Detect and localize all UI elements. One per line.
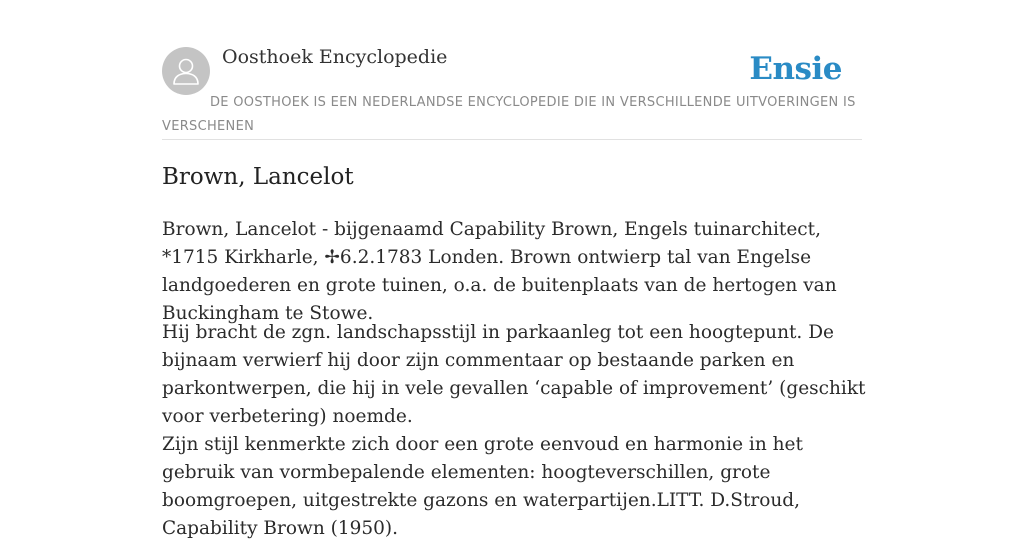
source-description: DE OOSTHOEK IS EEN NEDERLANDSE ENCYCLOPEDIE DIE IN VERSCHILLENDE UITVOERINGEN IS VERSCHENEN (162, 95, 856, 134)
user-outline-icon (162, 47, 210, 95)
entry-paragraph-3: Zijn stijl kenmerkte zich door een grote eenvoud en harmonie in het gebruik van vormbepalende elementen: hoogteverschillen, grote boomgroepen, uitgestrekte gazons en waterpartijen.LITT. D.Stroud, Capability Brown (1950). (162, 434, 803, 539)
source-avatar[interactable] (162, 47, 210, 95)
entry-title: Brown, Lancelot (162, 164, 354, 190)
entry-paragraph-1: Brown, Lancelot - bijgenaamd Capability Brown, Engels tuinarchitect, *1715 Kirkharle, ✢6.2.1783 Londen. Brown ontwierp tal van Engelse landgoederen en grote tuinen, o.a. de buitenplaats van de hertogen van Buckingham te Stowe. (162, 219, 837, 324)
header-divider (162, 139, 862, 140)
brand-logo[interactable]: Ensie (749, 51, 842, 87)
page-content (162, 0, 866, 539)
entry-paragraph-2: Hij bracht de zgn. landschapsstijl in parkaanleg tot een hoogtepunt. De bijnaam verwierf hij door zijn commentaar op bestaande parken en parkontwerpen, die hij in vele gevallen ‘capable of improvement’ (geschikt voor verbetering) noemde. (162, 322, 866, 427)
source-title[interactable]: Oosthoek Encyclopedie (222, 46, 448, 68)
